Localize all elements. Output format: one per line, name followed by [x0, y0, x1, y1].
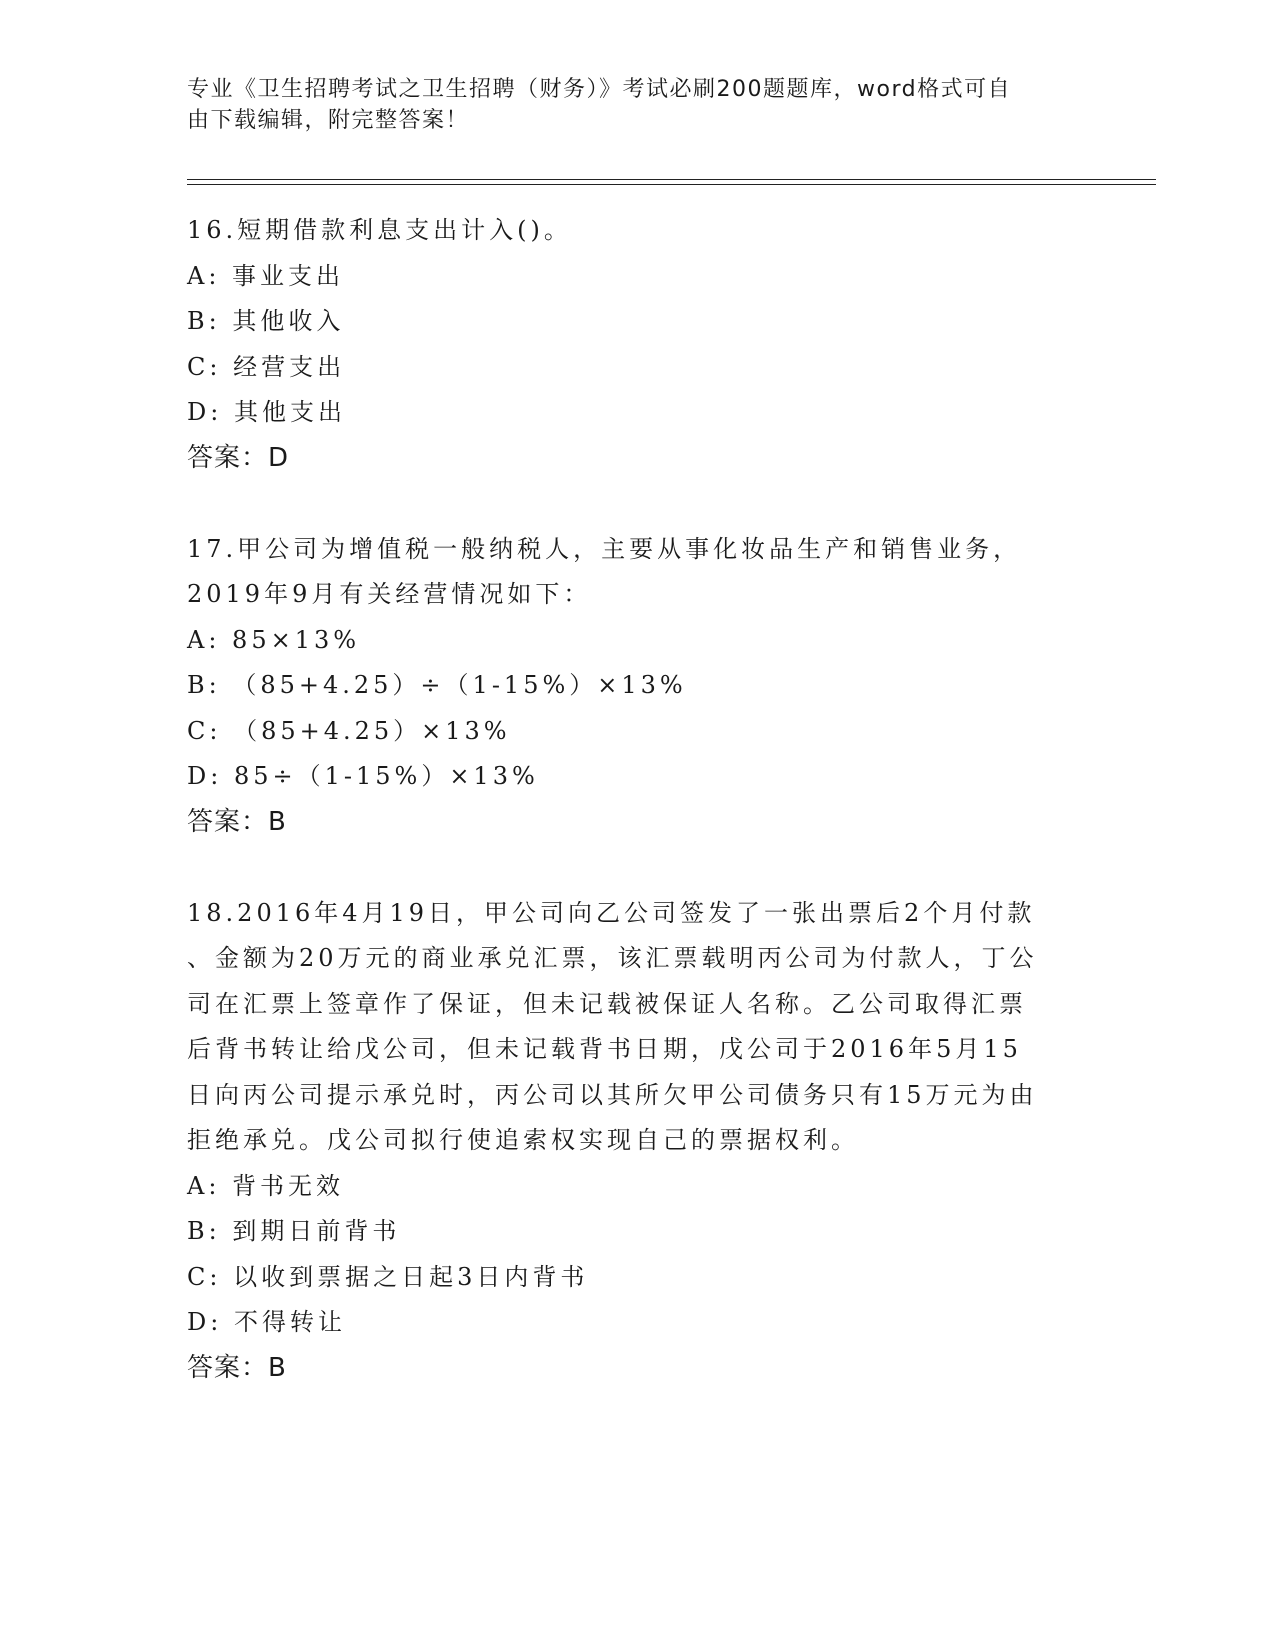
- question-stem: 18.2016年4月19日，甲公司向乙公司签发了一张出票后2个月付款: [187, 898, 1036, 927]
- question-18: [187, 891, 1087, 1392]
- question-17: [187, 527, 1087, 846]
- option-c: C: 经营支出: [187, 352, 346, 381]
- header-divider-bottom: [187, 184, 1156, 185]
- question-stem: 日向丙公司提示承兑时，丙公司以其所欠甲公司债务只有15万元为由: [187, 1080, 1038, 1109]
- question-stem: 16.短期借款利息支出计入()。: [187, 216, 572, 244]
- option-b: B: 其他收入: [187, 307, 345, 335]
- option-a: A: 85×13%: [187, 625, 361, 654]
- answer-label: 答案：B: [187, 1352, 287, 1383]
- question-stem: 、金额为20万元的商业承兑汇票，该汇票载明丙公司为付款人，丁公: [187, 944, 1038, 972]
- question-stem: 17.甲公司为增值税一般纳税人，主要从事化妆品生产和销售业务，: [187, 534, 1022, 563]
- question-stem: 2019年9月有关经营情况如下：: [187, 580, 592, 608]
- option-a: A: 背书无效: [187, 1171, 345, 1200]
- option-a: A: 事业支出: [187, 261, 345, 290]
- question-list: [187, 208, 1087, 1391]
- option-c: C: （85+4.25）×13%: [187, 716, 511, 745]
- option-c: C: 以收到票据之日起3日内背书: [187, 1262, 589, 1291]
- question-stem: 拒绝承兑。戊公司拟行使追索权实现自己的票据权利。: [187, 1126, 859, 1154]
- question-16: [187, 208, 1087, 481]
- answer-label: 答案：B: [187, 806, 287, 837]
- option-d: D: 85÷（1-15%）×13%: [187, 762, 539, 790]
- header-line-1: 专业《卫生招聘考试之卫生招聘（财务）》考试必刷200题题库，word格式可自: [187, 77, 1012, 102]
- header-line-2: 由下载编辑，附完整答案！: [187, 108, 470, 133]
- header-divider-top: [187, 179, 1156, 180]
- question-stem: 后背书转让给戊公司，但未记载背书日期，戊公司于2016年5月15: [187, 1035, 1022, 1063]
- option-d: D: 不得转让: [187, 1308, 346, 1336]
- answer-label: 答案：D: [187, 442, 290, 473]
- option-d: D: 其他支出: [187, 398, 346, 426]
- question-stem: 司在汇票上签章作了保证，但未记载被保证人名称。乙公司取得汇票: [187, 989, 1027, 1018]
- option-b: B: （85+4.25）÷（1-15%）×13%: [187, 671, 687, 699]
- option-b: B: 到期日前背书: [187, 1217, 401, 1245]
- document-header: [187, 74, 1067, 136]
